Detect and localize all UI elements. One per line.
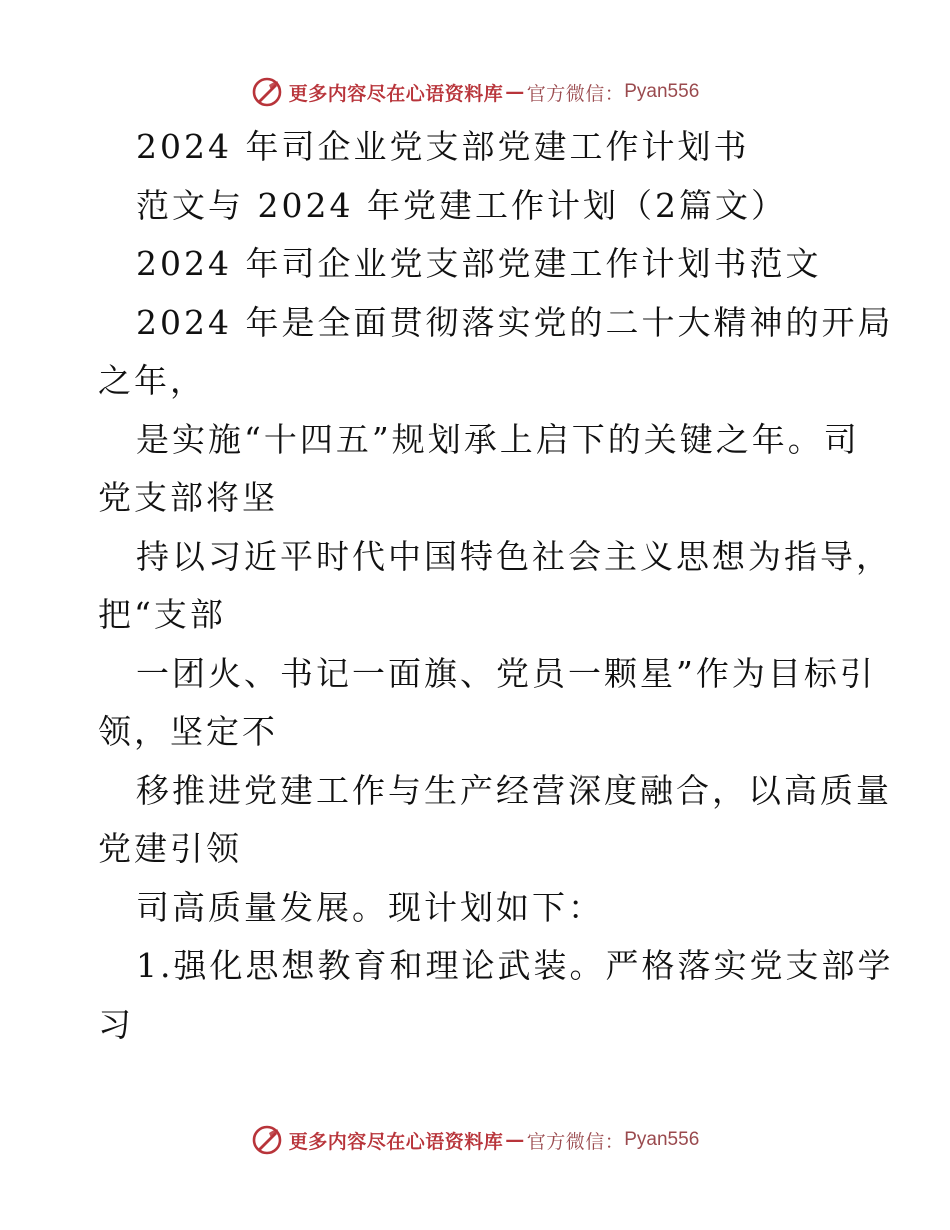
doc-line: 2024 年司企业党支部党建工作计划书范文 — [136, 244, 822, 283]
banner-wechat-handle: Pyan556 — [624, 1129, 700, 1150]
document-body — [98, 118, 894, 1054]
doc-line: 党支部将坚 — [98, 478, 278, 517]
footer-watermark-banner — [0, 1120, 950, 1160]
banner-wechat-label: 官方微信： — [526, 1130, 625, 1153]
doc-line: 习 — [98, 1004, 134, 1044]
banner-wechat-label: 官方微信： — [526, 82, 625, 105]
banner-main-text: 更多内容尽在心语资料库 — [288, 82, 504, 105]
doc-line: 1.强化思想教育和理论武装。严格落实党支部学 — [136, 946, 894, 985]
doc-line: 2024 年是全面贯彻落实党的二十大精神的开局 — [136, 302, 894, 342]
doc-line: 持以习近平时代中国特色社会主义思想为指导， — [136, 536, 892, 576]
header-watermark-banner — [0, 72, 950, 112]
quill-circle-logo-icon — [251, 1124, 283, 1156]
doc-line: 范文与 2024 年党建工作计划（2篇文） — [136, 185, 787, 225]
doc-line: 移推进党建工作与生产经营深度融合，以高质量 — [136, 770, 892, 810]
banner-dash: — — [505, 1129, 525, 1151]
doc-line: 之年， — [98, 361, 206, 400]
doc-line: 领，坚定不 — [98, 712, 278, 751]
doc-line: 司高质量发展。现计划如下： — [136, 887, 604, 927]
quill-circle-logo-icon — [251, 76, 283, 108]
doc-line: 2024 年司企业党支部党建工作计划书 — [136, 127, 750, 166]
doc-line: 党建引领 — [98, 829, 242, 868]
banner-dash: — — [505, 81, 525, 103]
banner-main-text: 更多内容尽在心语资料库 — [288, 1130, 504, 1153]
doc-line: 一团火、书记一面旗、党员一颗星”作为目标引 — [136, 653, 876, 693]
doc-line: 是实施“十四五”规划承上启下的关键之年。司 — [136, 419, 860, 459]
banner-wechat-handle: Pyan556 — [624, 81, 700, 102]
doc-line: 把“支部 — [98, 595, 226, 634]
